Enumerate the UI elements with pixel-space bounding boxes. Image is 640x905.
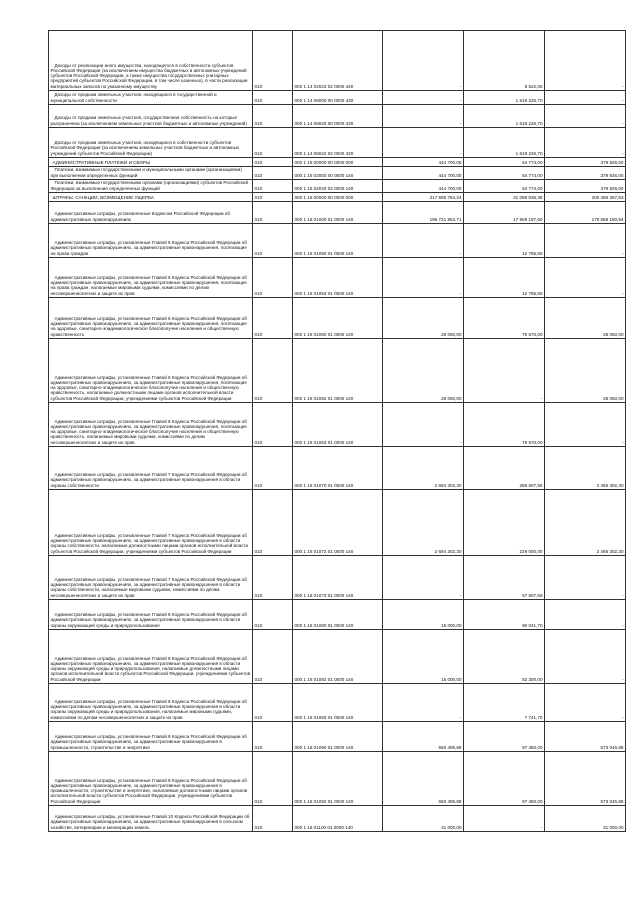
table-row (49, 490, 626, 556)
cell-name-text: Административные штрафы, установленные Главой 10 Кодекса Российской Федерации об административных правонарушениях, за административные правонарушения в сельском хозяйстве, ветеринарии и мелиорации земель (50, 814, 250, 830)
cell-name (49, 128, 253, 158)
cell-executed: - (464, 806, 545, 832)
cell-line-code: 010 (253, 31, 293, 91)
cell-budget-code: 000 1 16 01090 01 0000 140 (293, 722, 383, 752)
cell-approved: - (383, 556, 464, 600)
cell-name-text: Доходы от реализации иного имущества, находящегося в собственности субъектов Российской Федерации (за исключением имущества бюджетных и автономных учреждений субъектов Российской Федерации, а также имущества государственных унитарных предприятий субъектов Российской Федерации, в том числе казенных), в части реализации материальных запасов по указанному имуществу (50, 62, 248, 89)
cell-name-text: Административные штрафы, установленные Главой 7 Кодекса Российской Федерации об административных правонарушениях, за административные правонарушения в области охраны собственности, налагаемые мировыми судьями, комиссиями по делам несовершеннолетних и защите их прав (50, 576, 247, 598)
cell-unexecuted: - (545, 31, 626, 91)
cell-name (49, 806, 253, 832)
cell-executed: 57 607,56 (464, 556, 545, 600)
cell-unexecuted: - (545, 600, 626, 630)
cell-line-code: 010 (253, 752, 293, 806)
table-row (49, 630, 626, 684)
cell-name-text: Доходы от продажи земельных участков, государственная собственность на которые разграничена (за исключением земельных участков бюджетных и автономных учреждений) (50, 115, 247, 126)
cell-executed: 82 300,00 (464, 630, 545, 684)
cell-line-code: 010 (253, 722, 293, 752)
cell-line-code: 010 (253, 91, 293, 105)
cell-name (49, 193, 253, 202)
cell-name-text: Административные штрафы, установленные Главой 7 Кодекса Российской Федерации об административных правонарушениях, за административные правонарушения в области охраны собственности, налагаемые должностными лицами органов исполнительной власти субъектов Российской Федерации, учреждениями субъектов Российской Федерации (50, 532, 249, 554)
cell-approved: - (383, 258, 464, 298)
table-row (49, 105, 626, 128)
cell-budget-code: 000 1 16 01083 01 0000 140 (293, 684, 383, 722)
cell-executed: 64 774,00 (464, 180, 545, 193)
table-row (49, 600, 626, 630)
cell-budget-code: 000 1 16 00000 00 0000 000 (293, 193, 383, 202)
cell-line-code: 010 (253, 105, 293, 128)
cell-name (49, 180, 253, 193)
cell-executed: 7 741,70 (464, 684, 545, 722)
cell-executed: 17 909 187,60 (464, 202, 545, 224)
cell-unexecuted: - (545, 684, 626, 722)
table-row (49, 806, 626, 832)
cell-line-code: 010 (253, 193, 293, 202)
cell-name (49, 556, 253, 600)
cell-budget-code: 000 1 16 01000 01 0000 140 (293, 202, 383, 224)
cell-name (49, 447, 253, 490)
cell-line-code: 010 (253, 258, 293, 298)
table-row (49, 403, 626, 447)
cell-executed: 8 622,00 (464, 31, 545, 91)
cell-budget-code: 000 1 14 06000 00 0000 430 (293, 91, 383, 105)
table-row (49, 752, 626, 806)
cell-approved: 196 721 853,71 (383, 202, 464, 224)
cell-name (49, 684, 253, 722)
table-row (49, 556, 626, 600)
cell-executed: 1 619 226,70 (464, 91, 545, 105)
cell-approved: 15 000,00 (383, 600, 464, 630)
cell-line-code: 010 (253, 180, 293, 193)
cell-unexecuted: 28 050,00 (545, 298, 626, 339)
cell-name (49, 105, 253, 128)
cell-approved: 660 495,88 (383, 752, 464, 806)
cell-name-text: Административные штрафы, установленные Главой 5 Кодекса Российской Федерации об административных правонарушениях, за административные правонарушения, посягающие на права граждан, налагаемые мировыми судьями, комиссиями по делам несовершеннолетних и защите их прав (50, 274, 247, 296)
cell-name-text: Административные штрафы, установленные Главой 8 Кодекса Российской Федерации об административных правонарушениях, за административные правонарушения в области охраны окружающей среды и природопользования, налагаемые должностными лицами органов исполнительной власти субъектов Российской Федерации, учреждениями субъектов Российской Федерации (50, 655, 251, 682)
table-row (49, 684, 626, 722)
table-row (49, 258, 626, 298)
cell-executed: 87 450,00 (464, 722, 545, 752)
cell-name-text: Административные штрафы, установленные Главой 8 Кодекса Российской Федерации об административных правонарушениях, за административные правонарушения в области охраны окружающей среды и природопользования, налагаемые мировыми судьями, комиссиями по делам несовершеннолетних и защите их прав (50, 698, 247, 720)
cell-line-code: 010 (253, 447, 293, 490)
cell-unexecuted: 379 926,00 (545, 158, 626, 167)
cell-executed: 12 785,65 (464, 258, 545, 298)
cell-executed: - (464, 339, 545, 403)
cell-budget-code: 000 1 15 00000 00 0000 000 (293, 158, 383, 167)
cell-name (49, 490, 253, 556)
cell-unexecuted: - (545, 224, 626, 258)
cell-approved: 444 700,00 (383, 167, 464, 180)
cell-budget-code: 000 1 16 01060 01 0000 140 (293, 298, 383, 339)
cell-unexecuted: 179 568 180,94 (545, 202, 626, 224)
cell-budget-code: 000 1 16 01092 01 0000 140 (293, 752, 383, 806)
cell-unexecuted: 28 050,00 (545, 339, 626, 403)
cell-executed: 75 570,00 (464, 298, 545, 339)
cell-budget-code: 000 1 16 01070 01 0000 140 (293, 447, 383, 490)
cell-line-code: 010 (253, 490, 293, 556)
cell-budget-code: 000 1 14 06020 00 0000 430 (293, 105, 383, 128)
cell-budget-code: 000 1 14 06022 02 0000 430 (293, 128, 383, 158)
cell-approved: - (383, 684, 464, 722)
cell-approved: 660 495,88 (383, 722, 464, 752)
cell-name (49, 752, 253, 806)
cell-name (49, 339, 253, 403)
cell-line-code: 010 (253, 600, 293, 630)
cell-name-text: Административные штрафы, установленные Кодексом Российской Федерации об административных правонарушениях (50, 211, 230, 222)
cell-approved: 217 585 784,24 (383, 193, 464, 202)
table-row (49, 128, 626, 158)
table-row (49, 339, 626, 403)
cell-budget-code: 000 1 16 01073 01 0000 140 (293, 556, 383, 600)
cell-name-text: Административные штрафы, установленные Главой 6 Кодекса Российской Федерации об административных правонарушениях, за административные правонарушения, посягающие на здоровье, санитарно-эпидемиологическое благополучие населения и общественную нравственность, налагаемые должностными лицами органов исполнительной власти субъектов Российской Федерации, учреждениями субъектов Российской Федерации (50, 374, 247, 401)
cell-approved: 444 700,00 (383, 180, 464, 193)
cell-budget-code: 000 1 16 01050 01 0000 140 (293, 224, 383, 258)
cell-executed: 87 450,00 (464, 752, 545, 806)
cell-unexecuted: 31 000,00 (545, 806, 626, 832)
cell-approved: - (383, 128, 464, 158)
table-row (49, 298, 626, 339)
cell-approved: 28 050,00 (383, 339, 464, 403)
cell-line-code: 010 (253, 630, 293, 684)
cell-budget-code: 000 1 16 01063 01 0000 140 (293, 403, 383, 447)
cell-approved: 2 694 302,30 (383, 490, 464, 556)
cell-name-text: Административные штрафы, установленные Главой 7 Кодекса Российской Федерации об административных правонарушениях, за административные правонарушения в области охраны собственности (50, 472, 247, 488)
cell-name-text: Административные штрафы, установленные Главой 9 Кодекса Российской Федерации об административных правонарушениях, за административные правонарушения в промышленности, строительстве и энергетике (50, 734, 247, 750)
table-row (49, 180, 626, 193)
cell-name-text: Платежи, взимаемые государственными органами (организациями) субъектов Российской Федерации за выполнение определенных функций (50, 180, 249, 191)
cell-unexecuted: 2 465 302,30 (545, 490, 626, 556)
cell-budget-code: 000 1 16 01062 01 0000 140 (293, 339, 383, 403)
cell-executed: 64 774,00 (464, 158, 545, 167)
cell-line-code: 010 (253, 167, 293, 180)
cell-name (49, 298, 253, 339)
income-table-body (49, 31, 626, 832)
cell-approved: 444 700,00 (383, 158, 464, 167)
cell-unexecuted: - (545, 556, 626, 600)
cell-name-text: Платежи, взимаемые государственными и муниципальными органами (организациями) при выполнении определенных функций (50, 167, 242, 178)
cell-unexecuted: 379 926,00 (545, 180, 626, 193)
cell-line-code: 010 (253, 224, 293, 258)
cell-approved: - (383, 91, 464, 105)
cell-name (49, 403, 253, 447)
cell-line-code: 010 (253, 158, 293, 167)
cell-name-text: Доходы от продажи земельных участков, находящихся в государственной и муниципальной собственности (50, 92, 217, 103)
cell-executed: 286 607,56 (464, 447, 545, 490)
table-row (49, 447, 626, 490)
table-row (49, 91, 626, 105)
cell-name-text: Административные штрафы, установленные Главой 8 Кодекса Российской Федерации об административных правонарушениях, за административные правонарушения в области охраны окружающей среды и природопользования (50, 612, 247, 628)
cell-unexecuted: - (545, 403, 626, 447)
cell-executed: 31 098 936,38 (464, 193, 545, 202)
cell-line-code: 010 (253, 403, 293, 447)
cell-executed: 12 785,65 (464, 224, 545, 258)
table-row (49, 224, 626, 258)
table-row (49, 31, 626, 91)
cell-approved: - (383, 403, 464, 447)
table-row (49, 167, 626, 180)
cell-name (49, 167, 253, 180)
cell-unexecuted: 573 045,88 (545, 752, 626, 806)
cell-executed: 1 619 226,70 (464, 105, 545, 128)
cell-line-code: 010 (253, 806, 293, 832)
cell-executed: 229 000,00 (464, 490, 545, 556)
table-row (49, 722, 626, 752)
cell-unexecuted: - (545, 91, 626, 105)
cell-approved: 31 000,00 (383, 806, 464, 832)
cell-name (49, 630, 253, 684)
cell-budget-code: 000 1 14 02023 02 0000 440 (293, 31, 383, 91)
cell-unexecuted: - (545, 630, 626, 684)
cell-unexecuted: 2 465 302,30 (545, 447, 626, 490)
cell-unexecuted: 379 926,00 (545, 167, 626, 180)
cell-unexecuted: - (545, 128, 626, 158)
cell-name-text: Административные штрафы, установленные Главой 5 Кодекса Российской Федерации об административных правонарушениях, за административные правонарушения, посягающие на права граждан (50, 240, 247, 256)
table-row-total (49, 193, 626, 202)
cell-budget-code: 000 1 16 01080 01 0000 140 (293, 600, 383, 630)
income-table (48, 30, 626, 832)
cell-budget-code: 000 1 15 02020 02 0000 140 (293, 180, 383, 193)
cell-approved: - (383, 105, 464, 128)
cell-name (49, 158, 253, 167)
cell-executed: 64 774,00 (464, 167, 545, 180)
cell-budget-code: 000 1 16 01053 01 0000 140 (293, 258, 383, 298)
cell-executed: 75 570,00 (464, 403, 545, 447)
cell-approved: 15 000,00 (383, 630, 464, 684)
cell-line-code: 010 (253, 128, 293, 158)
cell-approved: 28 050,00 (383, 298, 464, 339)
table-row-total (49, 158, 626, 167)
cell-unexecuted: - (545, 258, 626, 298)
cell-budget-code: 000 1 15 02000 00 0000 140 (293, 167, 383, 180)
cell-approved: 2 694 302,30 (383, 447, 464, 490)
cell-name-text: Административные штрафы, установленные Главой 6 Кодекса Российской Федерации об административных правонарушениях, за административные правонарушения, посягающие на здоровье, санитарно-эпидемиологическое благополучие населения и общественную нравственность, налагаемые мировыми судьями, комиссиями по делам несовершеннолетних и защите их прав (50, 418, 247, 445)
cell-executed: 90 041,70 (464, 600, 545, 630)
cell-name (49, 31, 253, 91)
cell-unexecuted: 200 486 357,83 (545, 193, 626, 202)
cell-budget-code: 000 1 16 01082 01 0000 140 (293, 630, 383, 684)
cell-line-code: 010 (253, 202, 293, 224)
cell-approved: - (383, 31, 464, 91)
cell-name-text: Административные штрафы, установленные Главой 9 Кодекса Российской Федерации об административных правонарушениях, за административные правонарушения в промышленности, строительстве и энергетике, налагаемые должностными лицами органов исполнительной власти субъектов Российской Федерации, учреждениями субъектов Российской Федерации (50, 777, 248, 804)
cell-executed: 1 619 226,70 (464, 128, 545, 158)
cell-name-text: ШТРАФЫ, САНКЦИИ, ВОЗМЕЩЕНИЕ УЩЕРБА (52, 194, 154, 200)
cell-name (49, 91, 253, 105)
cell-line-code: 010 (253, 684, 293, 722)
table-row (49, 202, 626, 224)
cell-name-text: Административные штрафы, установленные Главой 6 Кодекса Российской Федерации об административных правонарушениях, за административные правонарушения, посягающие на здоровье, санитарно-эпидемиологическое благополучие населения и общественную нравственность (50, 315, 247, 337)
cell-line-code: 010 (253, 339, 293, 403)
cell-name (49, 202, 253, 224)
cell-name (49, 600, 253, 630)
cell-unexecuted: 573 045,88 (545, 722, 626, 752)
cell-name (49, 224, 253, 258)
cell-line-code: 010 (253, 556, 293, 600)
cell-name (49, 258, 253, 298)
cell-name (49, 722, 253, 752)
cell-unexecuted: - (545, 105, 626, 128)
cell-name-text: Доходы от продажи земельных участков, находящихся в собственности субъектов Российской Федерации (за исключением земельных участков бюджетных и автономных учреждений субъектов Российской Федерации) (50, 140, 240, 156)
cell-name-text: АДМИНИСТРАТИВНЫЕ ПЛАТЕЖИ И СБОРЫ (52, 159, 151, 165)
cell-budget-code: 000 1 16 01072 01 0000 140 (293, 490, 383, 556)
cell-approved: - (383, 224, 464, 258)
cell-line-code: 010 (253, 298, 293, 339)
cell-budget-code: 000 1 16 01100 01 0000 140 (293, 806, 383, 832)
